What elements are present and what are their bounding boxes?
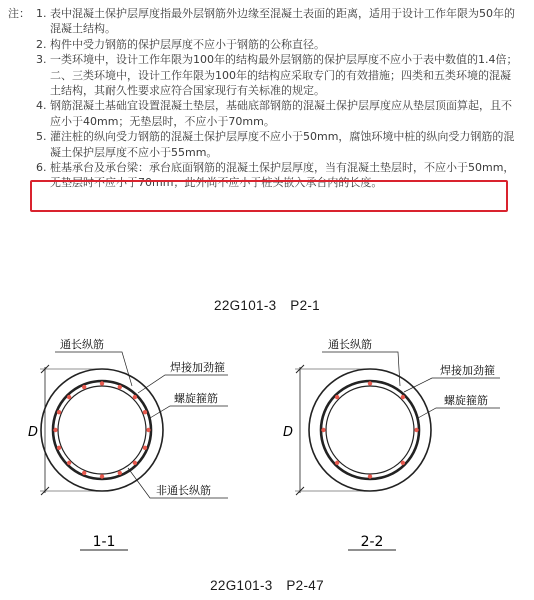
leader-weld-1 [138,375,228,393]
note-text: 钢筋混凝土基础宜设置混凝土垫层，基础底部钢筋的混凝土保护层厚度应从垫层顶面算起，且不应小于40mm；无垫层时，不应小于70mm。 [50,99,512,128]
rebar-dot [146,428,150,432]
label-top-1: 通长纵筋 [60,338,104,351]
label-top-2: 通长纵筋 [328,338,372,351]
rebar-dot [401,395,405,399]
rebar-dot [82,471,86,475]
rebar-dot [401,461,405,465]
rebar-dot [100,474,104,478]
notes-block [8,6,518,191]
weld-stiffener-1 [58,386,146,474]
rebar-dot [118,385,122,389]
note-text: 桩基承台及承台梁：承台底面钢筋的混凝土保护层厚度，当有混凝土垫层时，不应小于50mm，无垫层时不应小于70mm；此外尚不应小于桩头嵌入承台内的长度。 [50,161,515,190]
note-item-4 [36,98,518,129]
rebar-dot [67,395,71,399]
rebar-dot [118,471,122,475]
rebar-dot [57,410,61,414]
note-item-1 [36,6,518,37]
note-item-3 [36,52,518,98]
note-number: 6. [36,161,47,175]
note-number: 1. [36,7,47,20]
rebar-dot [143,446,147,450]
caption-bottom: 22G101-3 P2-47 [210,578,324,593]
pile-outline-1 [41,369,163,491]
rebar-dot [335,461,339,465]
section-1-1 [28,337,228,550]
pile-section-diagrams [0,320,534,565]
weld-stiffener-2 [326,386,414,474]
notes-prefix: 注： [8,7,30,20]
note-number: 4. [36,99,47,113]
rebar-dot [100,381,104,385]
dim-label-2: D [282,425,293,440]
rebar-dot [143,410,147,414]
label-weld-1: 焊接加劲箍 [170,361,225,374]
note-5-highlight-box [30,180,508,212]
rebar-dot [133,461,137,465]
note-text: 表中混凝土保护层厚度指最外层钢筋外边缘至混凝土表面的距离，适用于设计工作年限为50年的混凝土结构。 [50,7,515,36]
section-title-1: 1-1 [92,534,116,550]
note-text: 构件中受力钢筋的保护层厚度不应小于钢筋的公称直径。 [50,37,325,51]
dim-label-1: D [27,425,38,440]
label-bottom-1: 非通长纵筋 [156,484,211,497]
section-diagrams-svg [0,320,534,565]
rebar-dot [67,461,71,465]
note-text: 一类环境中，设计工作年限为100年的结构最外层钢筋的保护层厚度不应小于表中数值的1.4倍；二、三类环境中，设计工作年限为100年的结构应采取专门的有效措施；四类和五类环境的混凝土结构，其耐久性要求应符合国家现行有关标准的规定。 [50,53,518,98]
section-2-2 [283,337,500,550]
note-number: 3. [36,53,47,67]
rebar-dot [368,474,372,478]
rebar-dot [57,446,61,450]
section-title-2: 2-2 [360,534,384,550]
note-number: 5. [36,130,47,144]
note-item-5 [36,129,518,160]
rebar-dot [414,428,418,432]
label-spiral-1: 螺旋箍筋 [174,392,218,405]
rebar-dot [335,395,339,399]
rebar-dot [53,428,57,432]
leader-weld-2 [404,378,500,392]
rebar-dot [368,381,372,385]
label-spiral-2: 螺旋箍筋 [444,394,488,407]
note-text: 灌注桩的纵向受力钢筋的混凝土保护层厚度不应小于50mm，腐蚀环境中桩的纵向受力钢筋的混凝土保护层厚度不应小于55mm。 [50,130,515,159]
note-number: 2. [36,37,47,51]
label-weld-2: 焊接加劲箍 [440,364,495,377]
caption-top: 22G101-3 P2-1 [214,298,320,313]
rebar-dot [82,385,86,389]
note-item-2 [36,37,518,52]
rebar-dot [321,428,325,432]
rebar-ring-2 [321,381,418,478]
rebar-ring-1 [53,381,150,478]
rebar-dot [133,395,137,399]
